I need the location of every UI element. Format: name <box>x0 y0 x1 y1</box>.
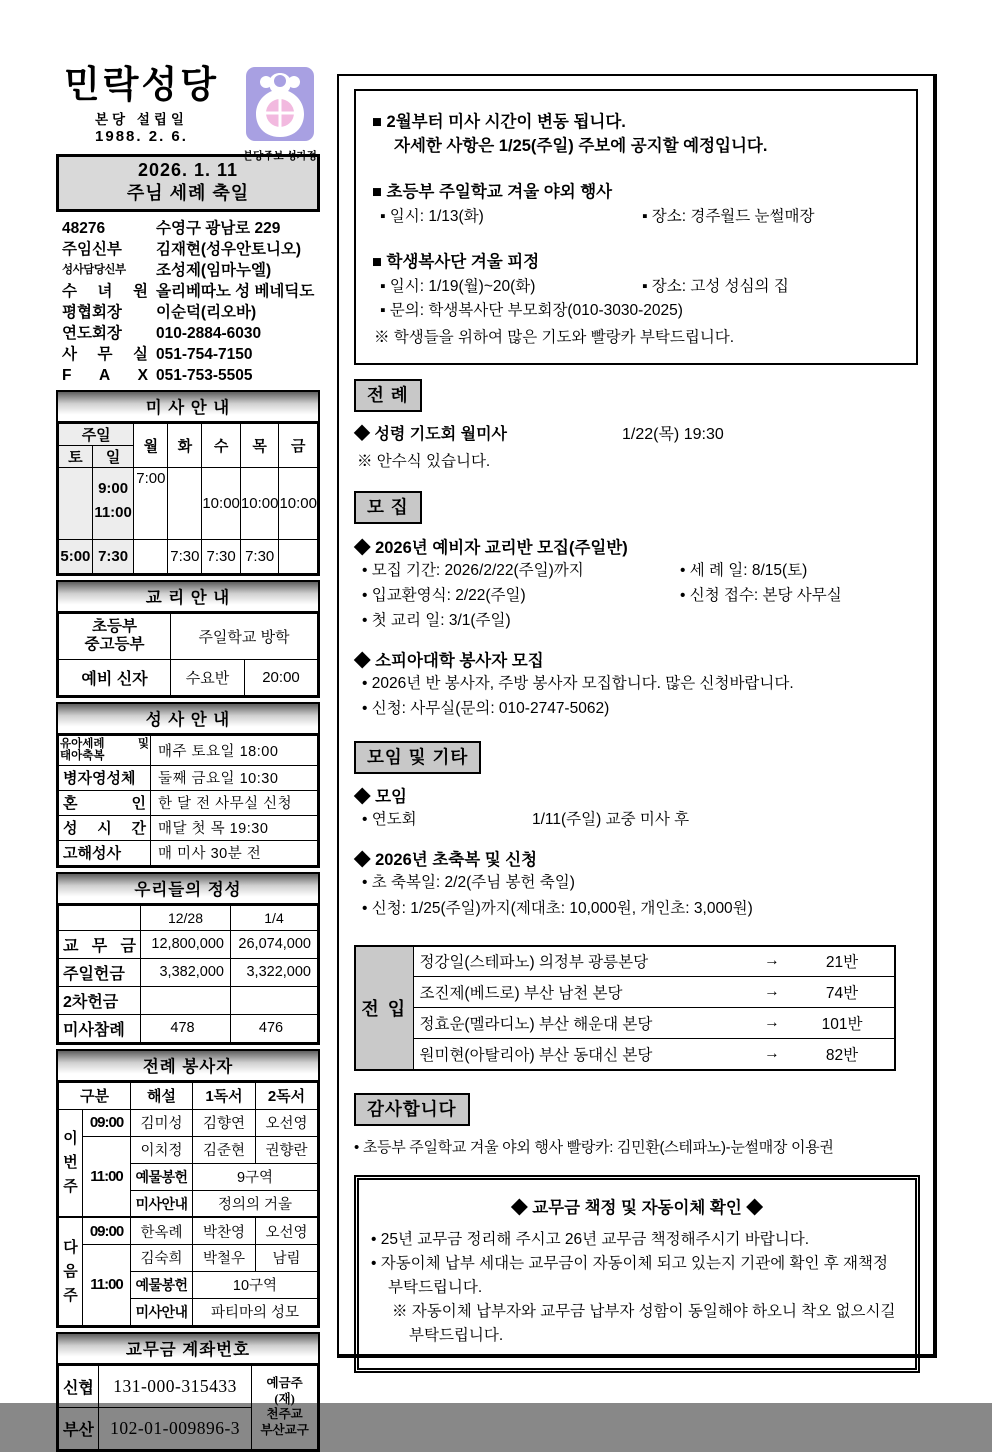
mass-cell <box>92 467 134 539</box>
logo-caption: 본당주보 성가정 <box>243 150 317 162</box>
transfer-name: 조진제(베드로) 부산 남천 본당 <box>419 985 623 1003</box>
account-number: 102-01-009896-3 <box>98 1407 251 1449</box>
announcements-box <box>354 89 918 365</box>
mass-cell: 7:30 <box>240 539 279 573</box>
finance-notice-title: ◆ 교무금 책정 및 자동이체 확인 ◆ <box>511 1198 763 1217</box>
server-name: 박철우 <box>193 1244 256 1271</box>
mass-col-tue: 화 <box>168 423 202 467</box>
server-name: 오선영 <box>256 1109 318 1136</box>
contact-value: 이순덕(리오바) <box>156 303 257 321</box>
servers-row-label: 미사안내 <box>131 1190 193 1217</box>
sacrament-value: 한 달 전 사무실 신청 <box>151 790 318 815</box>
section-badge-liturgy: 전 례 <box>354 379 422 412</box>
sacrament-label: 혼 인 <box>59 790 151 815</box>
church-brand <box>56 66 219 145</box>
servers-row-label: 예물봉헌 <box>131 1271 193 1298</box>
mass-cell: 10:00 <box>279 467 318 539</box>
servers-title: 전례 봉사자 <box>58 1051 318 1082</box>
recruit-sub1-title: ◆ 2026년 예비자 교리반 모집(주일반) <box>354 538 628 557</box>
servers-row-value: 정의의 거울 <box>193 1190 318 1217</box>
mass-schedule-title: 미 사 안 내 <box>58 392 318 423</box>
recruit-detail: • 첫 교리 일: 3/1(주일) <box>362 611 511 629</box>
recruit-detail: • 입교환영식: 2/22(주일) <box>362 586 526 604</box>
transfer-ban: 21반 <box>825 954 859 972</box>
account-holder: 예금주 (재) 천주교 부산교구 <box>252 1365 318 1449</box>
contact-info <box>56 218 320 386</box>
mass-col-mon: 월 <box>134 423 168 467</box>
masthead <box>56 64 320 162</box>
issue-feast: 주님 세례 축일 <box>126 183 250 204</box>
contact-label: 연도회장 <box>62 324 122 342</box>
servers-col-reading1: 1독서 <box>193 1082 256 1109</box>
contact-row <box>56 344 320 365</box>
contact-row <box>56 323 320 344</box>
contact-value: 올리베따노 성 베네딕도 <box>156 282 315 300</box>
servers-col-group: 구분 <box>59 1082 131 1109</box>
offering-amount: 26,074,000 <box>231 930 318 958</box>
transfer-name: 원미현(아탈리아) 부산 동대신 본당 <box>419 1046 653 1064</box>
holy-family-logo-icon <box>245 66 315 142</box>
mass-cell: 5:00 <box>59 539 93 573</box>
liturgy-item-when: 1/22(목) 19:30 <box>622 425 724 443</box>
transfer-table <box>354 945 896 1071</box>
servers-col-reading2: 2독서 <box>256 1082 318 1109</box>
meetings-detail: • 초 축복일: 2/2(주님 봉헌 축일) <box>362 874 575 892</box>
servers-col-commentator: 해설 <box>131 1082 193 1109</box>
server-name: 김숙희 <box>131 1244 193 1271</box>
recruit-detail: • 신청: 사무실(문의: 010-2747-5062) <box>362 700 610 718</box>
mass-cell <box>279 539 318 573</box>
sacrament-value: 매달 첫 목 19:30 <box>151 815 318 840</box>
mass-cell: 7:00 <box>134 467 168 539</box>
church-name: 민락성당 <box>64 64 219 105</box>
finance-notice-box <box>354 1175 920 1373</box>
transfer-group-label: 전 입 <box>355 946 413 1070</box>
contact-label: F A X <box>62 366 148 384</box>
section-badge-meetings: 모임 및 기타 <box>354 741 481 774</box>
mass-col-sat: 토 <box>59 445 93 467</box>
server-name: 권향란 <box>256 1136 318 1163</box>
meetings-sub1-title: ◆ 모임 <box>354 788 407 807</box>
mass-col-sun: 일 <box>92 445 134 467</box>
mass-col-fri: 금 <box>279 423 318 467</box>
announcement-bullets <box>372 299 900 323</box>
transfer-row <box>413 977 895 1008</box>
offering-amount <box>141 986 231 1014</box>
catechesis-value: 주일학교 방학 <box>171 613 318 659</box>
sacrament-value: 둘째 금요일 10:30 <box>151 765 318 790</box>
sacrament-value: 매주 토요일 18:00 <box>151 735 318 765</box>
transfer-ban: 82반 <box>825 1046 859 1064</box>
catechesis-label: 예비 신자 <box>59 659 171 695</box>
meetings-detail: • 신청: 1/25(주일)까지(제대초: 10,000원, 개인초: 3,000원) <box>362 899 753 917</box>
mass-time: 9:00 <box>98 480 129 498</box>
announcement-line: 자세한 사항은 1/25(주일) 주보에 공지할 예정입니다. <box>394 136 768 155</box>
offering-label: 주일헌금 <box>59 958 141 986</box>
contact-value: 051-754-7150 <box>156 345 253 363</box>
recruit-detail: • 세 례 일: 8/15(토) <box>680 561 808 579</box>
server-name: 박찬영 <box>193 1217 256 1244</box>
offering-label: 2차헌금 <box>59 986 141 1014</box>
mass-cell: 7:30 <box>202 539 241 573</box>
meetings-sub2-title: ◆ 2026년 초축복 및 신청 <box>354 851 538 870</box>
offering-amount <box>231 986 318 1014</box>
announcement-title: ■ 초등부 주일학교 겨울 야외 행사 <box>372 182 613 201</box>
servers-row-value: 9구역 <box>193 1163 318 1190</box>
servers-time: 11:00 <box>83 1244 131 1325</box>
sacrament-label: 병자영성체 <box>59 765 151 790</box>
catechesis-title: 교 리 안 내 <box>58 582 318 613</box>
servers-row-label: 예물봉헌 <box>131 1163 193 1190</box>
mass-cell: 10:00 <box>240 467 279 539</box>
transfer-ban: 74반 <box>825 985 859 1003</box>
sacrament-label: 성 시 간 <box>59 815 151 840</box>
offerings-blank <box>59 905 141 930</box>
transfer-row <box>413 1008 895 1039</box>
server-name: 이치정 <box>131 1136 193 1163</box>
mass-col-wed: 수 <box>202 423 241 467</box>
announcement-bullet: ▪ 문의: 학생복사단 부모회장(010-3030-2025) <box>380 301 683 319</box>
arrow-right-icon: → <box>764 952 780 970</box>
contact-row <box>56 260 320 281</box>
transfer-name: 정효운(멜라디노) 부산 해운대 본당 <box>419 1016 653 1034</box>
contact-value: 수영구 광남로 229 <box>156 219 281 237</box>
recruit-sub2-title: ◆ 소피아대학 봉사자 모집 <box>354 652 544 671</box>
server-name: 김미성 <box>131 1109 193 1136</box>
offerings-date1: 12/28 <box>141 905 231 930</box>
servers-week-label: 다음주 <box>59 1217 83 1325</box>
section-badge-recruit: 모 집 <box>354 491 422 524</box>
catechesis-time: 20:00 <box>245 659 318 695</box>
announcement-bullet: ▪ 일시: 1/19(월)~20(화) <box>380 277 536 295</box>
mass-time: 11:00 <box>94 504 132 522</box>
contact-value: 조성제(임마누엘) <box>156 261 272 279</box>
mass-cell: 7:30 <box>92 539 134 573</box>
contact-row <box>56 218 320 239</box>
finance-notice-line: • 25년 교무금 정리해 주시고 26년 교무금 책정해주시기 바랍니다. <box>371 1230 810 1248</box>
mass-cell: 7:30 <box>168 539 202 573</box>
server-name: 김준현 <box>193 1136 256 1163</box>
announcement-bullets <box>372 275 900 299</box>
mass-cell <box>168 467 202 539</box>
contact-value: 051-753-5505 <box>156 366 253 384</box>
mass-col-sunday-group: 주일 <box>59 423 134 445</box>
recruit-detail: • 신청 접수: 본당 사무실 <box>680 586 842 604</box>
contact-label: 48276 <box>62 219 106 237</box>
finance-notice-line: • 자동이체 납부 세대는 교무금이 자동이체 되고 있는지 기관에 확인 후 재책정 부탁드립니다. <box>371 1254 888 1296</box>
transfer-row <box>413 946 895 977</box>
church-logo-block <box>240 66 320 163</box>
arrow-right-icon: → <box>764 983 780 1001</box>
meeting-when: 1/11(주일) 교중 미사 후 <box>532 811 690 829</box>
mass-col-thu: 목 <box>240 423 279 467</box>
catechesis-class: 수요반 <box>171 659 245 695</box>
contact-row <box>56 239 320 260</box>
liturgy-item-title: ◆ 성령 기도회 월미사 <box>354 425 507 443</box>
meeting-name: • 연도회 <box>362 811 417 829</box>
mass-schedule-table <box>56 390 320 576</box>
sacrament-value: 매 미사 30분 전 <box>151 840 318 865</box>
thanks-line: • 초등부 주일학교 겨울 야외 행사 빨랑카: 김민환(스테파노)-눈썰매장 이용권 <box>354 1138 834 1156</box>
servers-time: 09:00 <box>83 1217 131 1244</box>
announcement-bullet: ▪ 장소: 고성 성심의 집 <box>642 277 789 295</box>
meeting-row <box>354 807 918 832</box>
mass-cell: 10:00 <box>202 467 241 539</box>
server-name: 김향연 <box>193 1109 256 1136</box>
offering-amount: 3,322,000 <box>231 958 318 986</box>
section-badge-thanks: 감사합니다 <box>354 1093 470 1126</box>
liturgy-item <box>354 421 918 444</box>
offering-amount: 3,382,000 <box>141 958 231 986</box>
contact-label: 수 녀 원 <box>62 282 148 300</box>
right-column <box>337 74 937 1358</box>
contact-row <box>56 302 320 323</box>
sacraments-title: 성 사 안 내 <box>58 704 318 735</box>
catechesis-table <box>56 580 320 698</box>
announcement-title: ■ 학생복사단 겨울 피정 <box>372 252 540 271</box>
server-name: 남림 <box>256 1244 318 1271</box>
section-thanks <box>354 1093 918 1157</box>
liturgy-note: ※ 안수식 있습니다. <box>357 452 491 470</box>
offerings-title: 우리들의 정성 <box>58 874 318 905</box>
contact-value: 김재현(성우안토니오) <box>156 240 302 258</box>
account-table <box>56 1332 320 1452</box>
servers-time: 11:00 <box>83 1136 131 1217</box>
issue-date: 2026. 1. 11 <box>137 160 239 180</box>
offering-amount: 476 <box>231 1014 318 1042</box>
offerings-date2: 1/4 <box>231 905 318 930</box>
offering-label: 교 무 금 <box>59 930 141 958</box>
contact-row <box>56 281 320 302</box>
contact-label: 사 무 실 <box>62 345 148 363</box>
recruit-detail: • 2026년 반 봉사자, 주방 봉사자 모집합니다. 많은 신청바랍니다. <box>362 675 794 693</box>
catechesis-label: 초등부 중고등부 <box>59 613 171 659</box>
transfer-name: 정강일(스테파노) 의정부 광릉본당 <box>419 954 649 972</box>
servers-table <box>56 1049 320 1328</box>
contact-label: 성사담당신부 <box>62 263 126 276</box>
servers-week-label: 이번주 <box>59 1109 83 1217</box>
announcement-bullets <box>372 205 900 229</box>
announcement-line: ■ 2월부터 미사 시간이 변동 됩니다. <box>372 113 626 131</box>
servers-time: 09:00 <box>83 1109 131 1136</box>
account-title: 교무금 계좌번호 <box>58 1334 318 1365</box>
contact-row <box>56 365 320 386</box>
recruit-details <box>354 558 918 633</box>
sacraments-table <box>56 702 320 868</box>
left-column <box>56 66 320 1452</box>
account-bank: 부산 <box>59 1407 99 1449</box>
servers-row-value: 파티마의 성모 <box>193 1298 318 1325</box>
servers-row-label: 미사안내 <box>131 1298 193 1325</box>
offering-amount: 12,800,000 <box>141 930 231 958</box>
arrow-right-icon: → <box>764 1044 780 1062</box>
contact-label: 주임신부 <box>62 240 122 258</box>
servers-row-value: 10구역 <box>193 1271 318 1298</box>
founded-date: 1988. 2. 6. <box>95 127 188 145</box>
account-bank: 신협 <box>59 1365 99 1407</box>
founded-label: 본당 설립일 <box>95 111 188 127</box>
mass-cell <box>134 539 168 573</box>
sacrament-label: 고해성사 <box>59 840 151 865</box>
section-recruit <box>354 491 918 722</box>
section-liturgy <box>354 379 918 471</box>
transfer-row <box>413 1039 895 1070</box>
announcement-bullet: ▪ 장소: 경주월드 눈썰매장 <box>642 207 815 225</box>
server-name: 한옥례 <box>131 1217 193 1244</box>
contact-value: 010-2884-6030 <box>156 324 262 342</box>
announcement-bullet: ▪ 일시: 1/13(화) <box>380 207 484 225</box>
offering-label: 미사참례 <box>59 1014 141 1042</box>
offerings-table <box>56 872 320 1045</box>
recruit-detail: • 모집 기간: 2026/2/22(주일)까지 <box>362 561 584 579</box>
offering-amount: 478 <box>141 1014 231 1042</box>
sacrament-label: 유아세례 및 태아축복 <box>59 735 151 765</box>
finance-notice-line: ※ 자동이체 납부자와 교무금 납부자 성함이 동일해야 하오니 착오 없으시길 부탁드립니다. <box>392 1302 896 1344</box>
section-meetings <box>354 741 918 920</box>
account-number: 131-000-315433 <box>98 1365 251 1407</box>
server-name: 오선영 <box>256 1217 318 1244</box>
arrow-right-icon: → <box>764 1014 780 1032</box>
transfer-ban: 101반 <box>821 1016 863 1034</box>
mass-cell <box>59 467 93 539</box>
announcement-note: ※ 학생들을 위하여 많은 기도와 빨랑카 부탁드립니다. <box>374 328 735 346</box>
contact-label: 평협회장 <box>62 303 122 321</box>
